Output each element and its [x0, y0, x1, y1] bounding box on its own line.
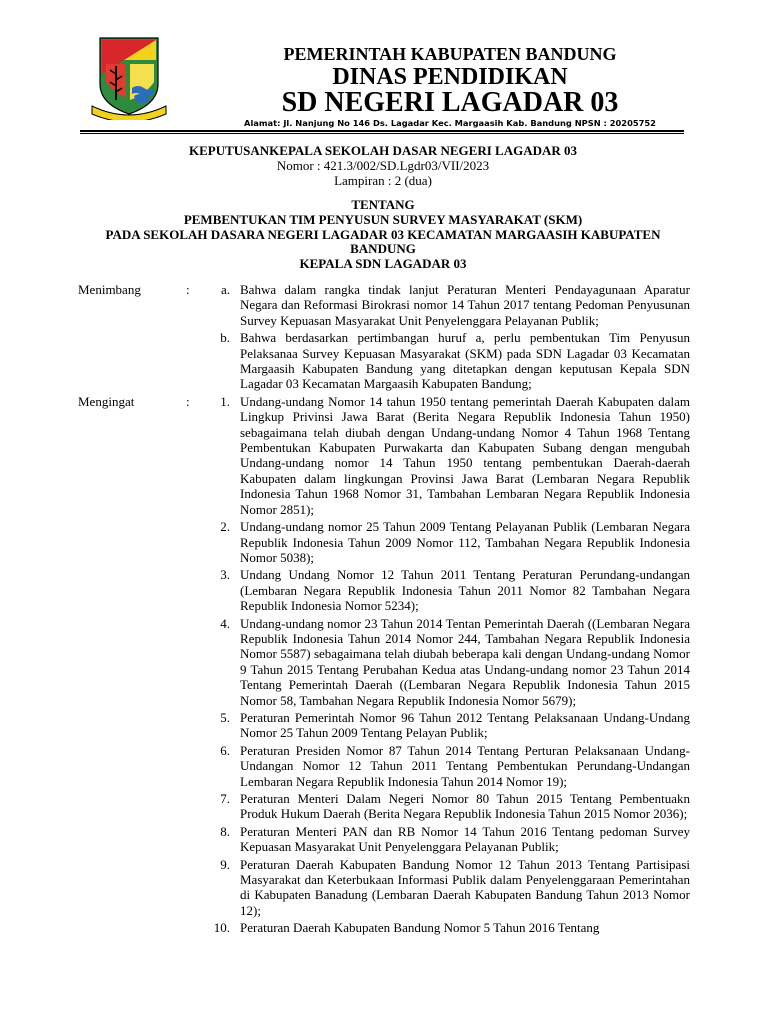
decree-number: Nomor : 421.3/002/SD.Lgdr03/VII/2023: [276, 158, 490, 173]
item-marker: a.: [220, 282, 230, 297]
item-marker: 2.: [220, 519, 230, 535]
item-marker: 4.: [220, 615, 230, 631]
menimbang-label: Menimbang: [78, 282, 141, 297]
item-marker: 7.: [220, 791, 230, 806]
mengingat-item: [78, 824, 690, 855]
item-marker: 10.: [213, 920, 230, 936]
item-text: Peraturan Menteri PAN dan RB Nomor 14 Tahun 2016 Tentang pedoman Survey Kepuasan Masyarakat Unit Penyelenggara Pelayanan Publik;: [240, 823, 690, 855]
item-marker: 6.: [220, 742, 230, 758]
decree-issuer: KEPALA SDN LAGADAR 03: [299, 256, 467, 271]
menimbang-item: [78, 330, 690, 392]
mengingat-item: [78, 394, 690, 517]
item-text: Peraturan Pemerintah Nomor 96 Tahun 2012 Tentang Pelaksanaan Undang-Undang Nomor 25 Tahun 2009 Tentang Pelayan Publik;: [240, 709, 690, 741]
item-text: Peraturan Daerah Kabupaten Bandung Nomor 5 Tahun 2016 Tentang: [240, 920, 600, 936]
decree-subject-line1: PEMBENTUKAN TIM PENYUSUN SURVEY MASYARAKAT (SKM): [183, 212, 583, 227]
letterhead-school-name: SD NEGERI LAGADAR 03: [281, 87, 619, 118]
mengingat-item: [78, 616, 690, 708]
decree-title: KEPUTUSANKEPALA SEKOLAH DASAR NEGERI LAGADAR 03: [188, 143, 577, 158]
item-text: Undang-undang nomor 25 Tahun 2009 Tentang Pelayanan Publik (Lembaran Negara Republik Indonesia Tahun 2009 Nomor 112, Tambahan Negara Republik Indonesia Nomor 5038);: [240, 519, 690, 565]
mengingat-item: [78, 743, 690, 789]
item-text: Undang Undang Nomor 12 Tahun 2011 Tentang Peraturan Perundang-undangan (Lembaran Negara Republik Indonesia Tahun 2011 Nomor 82 Tambahan Negara Republik Indonesia Nomor 5234);: [240, 567, 690, 614]
item-marker: 1.: [220, 393, 230, 409]
letterhead-divider-thin: [80, 133, 684, 134]
menimbang-colon: :: [186, 282, 190, 297]
mengingat-item: [78, 519, 690, 565]
decree-subject-line2: PADA SEKOLAH DASARA NEGERI LAGADAR 03 KECAMATAN MARGAASIH KABUPATEN: [105, 227, 661, 242]
item-text: Peraturan Menteri Dalam Negeri Nomor 80 Tahun 2015 Tentang Pembentuakn Produk Hukum Daerah (Berita Negara Republik Indonesia Tahun 2015 Nomor 2036);: [240, 791, 690, 822]
item-text: Undang-undang nomor 23 Tahun 2014 Tentan Pemerintah Daerah ((Lembaran Negara Republik Indonesia Tahun 2014 Nomor 244, Tambahan Negara Republik Indonesia Nomor 5587) sebagaimana telah diubah beberapa kali dengan Undang-undang Nomor 9 Tahun 2015 Tentang Perubahan Kedua atas Undang-undang nomor 23 Tahun 2014 Tentang Pemerintah Daerah ((Lembaran Negara Republik Indonesia Tahun 2015 Nomor 58, Tambahan Negara Republik Indonesia Nomor 5679);: [240, 615, 690, 708]
mengingat-item: [78, 567, 690, 613]
decree-body: [78, 282, 690, 938]
decree-attachment: Lampiran : 2 (dua): [334, 173, 432, 188]
kabupaten-bandung-crest-logo: [86, 34, 172, 120]
mengingat-label: Mengingat: [78, 393, 135, 409]
item-text: Undang-undang Nomor 14 tahun 1950 tentang pemerintah Daerah Kabupaten dalam Lingkup Privinsi Jawa Barat (Berita Negara Republik Indonesia Tahun 1950) sebagaimana telah diubah dengan Undang-undang Nomor 4 Tahun 1968 Tentang Pembentukan Kabupaten Purwakarta dan Kabupaten Subang dengan mengubah Undang-undang nomor 14 Tahun 1950 tentang pembentukan Daerah-daerah Kabupaten dalam lingkungan Provinsi Jawa Barat (Lembaran Negara Republik Indonesia Tahun 1968 Nomor 31, Tambahan Lembaran Negara Republik Indonesia Nomor 2851);: [240, 393, 690, 517]
item-text: Bahwa dalam rangka tindak lanjut Peraturan Menteri Pendayagunaan Aparatur Negara dan Reformasi Birokrasi nomor 14 Tahun 2017 tentang Pedoman Penyusunan Survey Kepuasan Masyarakat Unit Penyelenggara Pelayanan Publik;: [240, 282, 690, 328]
item-marker: 3.: [220, 567, 230, 583]
item-marker: b.: [220, 330, 230, 346]
mengingat-item: [78, 710, 690, 741]
letterhead-department: DINAS PENDIDIKAN: [332, 64, 568, 90]
letterhead-address: Alamat: Jl. Nanjung No 146 Ds. Lagadar Kec. Margaasih Kab. Bandung NPSN : 20205752: [244, 118, 656, 128]
decree-subject-line3: BANDUNG: [350, 241, 416, 256]
menimbang-item: [78, 282, 690, 328]
mengingat-item: [78, 791, 690, 822]
item-text: Peraturan Presiden Nomor 87 Tahun 2014 Tentang Perturan Pelaksanaan Undang-Undangan Nomor 12 Tahun 2011 Tentang Pembentukan Perundang-Undangan Lembaran Negara Republik Indonesia Tahun 2014 Nomor 19);: [240, 742, 690, 789]
letterhead-government: PEMERINTAH KABUPATEN BANDUNG: [283, 44, 617, 64]
mengingat-colon: :: [186, 393, 190, 409]
item-marker: 8.: [220, 823, 230, 839]
item-text: Bahwa berdasarkan pertimbangan huruf a, perlu pembentukan Tim Penyusun Pelaksanaa Survey Kepuasan Masyarakat (SKM) pada SDN Lagadar 03 Kecamatan Margaasih Kabupaten Bandung yang ditetapkan dengan keputusan Kepala SDN Lagadar 03 Kecamatan Margaasih Kabupaten Bandung;: [240, 330, 690, 392]
item-marker: 5.: [220, 709, 230, 725]
mengingat-item: [78, 857, 690, 919]
letterhead-divider: [80, 130, 684, 132]
mengingat-item: [78, 920, 690, 935]
item-marker: 9.: [220, 856, 230, 872]
item-text: Peraturan Daerah Kabupaten Bandung Nomor 12 Tahun 2013 Tentang Partisipasi Masyarakat dan Keterbukaan Informasi Publik dalam Penyelenggaraan Pemerintahan di Kabupaten Banadung (Lembaran Daerah Kabupaten Bandung Tahun 2013 Nomor 12);: [240, 856, 690, 918]
decree-tentang: TENTANG: [351, 197, 415, 212]
